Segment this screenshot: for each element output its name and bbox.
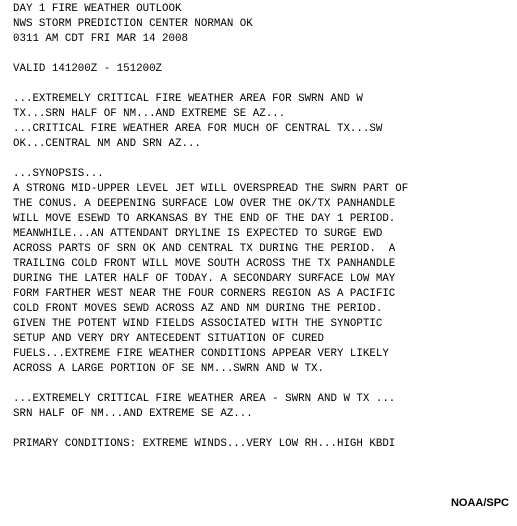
synopsis-line: ACROSS PARTS OF SRN OK AND CENTRAL TX DURING THE PERIOD. A: [13, 243, 396, 255]
valid-period-line: VALID 141200Z - 151200Z: [13, 63, 163, 75]
synopsis-line: FUELS...EXTREME FIRE WEATHER CONDITIONS APPEAR VERY LIKELY: [13, 348, 389, 360]
synopsis-line: FORM FARTHER WEST NEAR THE FOUR CORNERS REGION AS A PACIFIC: [13, 288, 396, 300]
synopsis-line: MEANWHILE...AN ATTENDANT DRYLINE IS EXPECTED TO SURGE EWD: [13, 228, 383, 240]
primary-conditions-line: PRIMARY CONDITIONS: EXTREME WINDS...VERY LOW RH...HIGH KBDI: [13, 438, 396, 450]
critical-area-line: OK...CENTRAL NM AND SRN AZ...: [13, 138, 201, 150]
synopsis-line: THE CONUS. A DEEPENING SURFACE LOW OVER THE OK/TX PANHANDLE: [13, 198, 396, 210]
synopsis-line: SETUP AND VERY DRY ANTECEDENT SITUATION OF CURED: [13, 333, 325, 345]
extreme-area-line: ...EXTREMELY CRITICAL FIRE WEATHER AREA FOR SWRN AND W: [13, 93, 363, 105]
critical-area-line: ...CRITICAL FIRE WEATHER AREA FOR MUCH OF CENTRAL TX...SW: [13, 123, 383, 135]
blank-line: [13, 77, 408, 92]
outlook-text-block: [13, 2, 408, 452]
blank-line: [13, 422, 408, 437]
synopsis-line: DURING THE LATER HALF OF TODAY. A SECONDARY SURFACE LOW MAY: [13, 273, 396, 285]
extreme-area-detail-line: ...EXTREMELY CRITICAL FIRE WEATHER AREA - SWRN AND W TX ...: [13, 393, 396, 405]
header-issue-time-line: 0311 AM CDT FRI MAR 14 2008: [13, 33, 188, 45]
blank-line: [13, 152, 408, 167]
synopsis-line: WILL MOVE ESEWD TO ARKANSAS BY THE END OF THE DAY 1 PERIOD.: [13, 213, 396, 225]
synopsis-line: COLD FRONT MOVES SEWD ACROSS AZ AND NM DURING THE PERIOD.: [13, 303, 383, 315]
synopsis-line: A STRONG MID-UPPER LEVEL JET WILL OVERSPREAD THE SWRN PART OF: [13, 183, 409, 195]
synopsis-line: ACROSS A LARGE PORTION OF SE NM...SWRN AND W TX.: [13, 363, 325, 375]
extreme-area-detail-line: SRN HALF OF NM...AND EXTREME SE AZ...: [13, 408, 253, 420]
extreme-area-line: TX...SRN HALF OF NM...AND EXTREME SE AZ...: [13, 108, 286, 120]
synopsis-line: GIVEN THE POTENT WIND FIELDS ASSOCIATED WITH THE SYNOPTIC: [13, 318, 383, 330]
header-office-line: NWS STORM PREDICTION CENTER NORMAN OK: [13, 18, 253, 30]
blank-line: [13, 377, 408, 392]
header-title-line: DAY 1 FIRE WEATHER OUTLOOK: [13, 3, 182, 15]
noaa-spc-credit: NOAA/SPC: [450, 497, 509, 509]
blank-line: [13, 47, 408, 62]
synopsis-heading: ...SYNOPSIS...: [13, 168, 104, 180]
synopsis-line: TRAILING COLD FRONT WILL MOVE SOUTH ACROSS THE TX PANHANDLE: [13, 258, 396, 270]
